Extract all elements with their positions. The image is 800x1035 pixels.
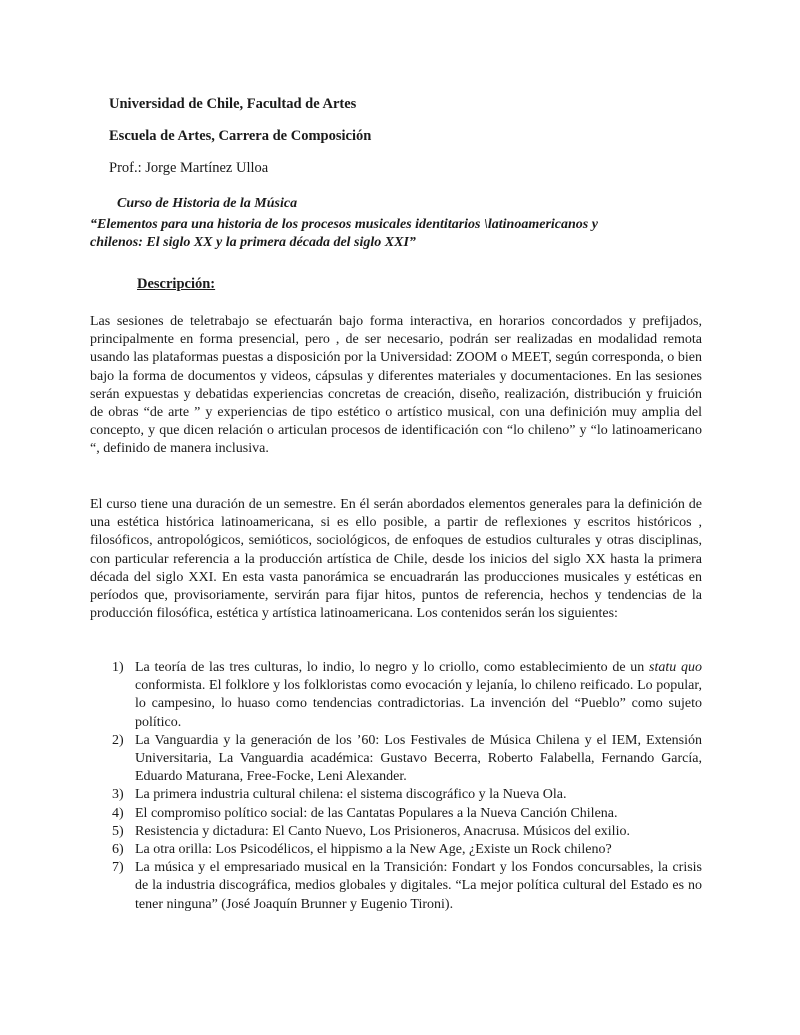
description-paragraph-2: El curso tiene una duración de un semestre. En él serán abordados elementos generales para la definición de una estética histórica latinoamericana, si es ello posible, a partir de reflexiones y escritos históricos , filosóficos, antropológicos, semióticos, sociológicos, de enfoques de estudios culturales y otras disciplinas, con particular referencia a la producción artística de Chile, desde los inicios del siglo XX hasta la primera década del siglo XXI. En esta vasta panorámica se encuadrarán las producciones musicales y estéticas en períodos que, provisoriamente, servirán para fijar hitos, puntos de referencia, hechos y tendencias de la producción filosófica, estética y artística latinoamericana. Los contenidos serán los siguientes: — [90, 497, 702, 622]
list-item-text: La teoría de las tres culturas, lo indio, lo negro y lo criollo, como establecimiento de un — [135, 660, 650, 675]
list-item-number: 6) — [112, 842, 124, 858]
list-item-text: El compromiso político social: de las Cantatas Populares a la Nueva Canción Chilena. — [135, 805, 618, 821]
list-item — [90, 859, 702, 914]
professor-line: Prof.: Jorge Martínez Ulloa — [109, 160, 269, 176]
list-item-number: 1) — [112, 660, 124, 675]
course-subtitle: “Elementos para una historia de los procesos musicales identitarios \latinoamericanos y chilenos: El siglo XX y la primera década del siglo XXI” — [90, 217, 598, 250]
list-item-number: 4) — [112, 805, 124, 821]
list-item-number: 3) — [112, 787, 124, 803]
description-paragraph-1: Las sesiones de teletrabajo se efectuarán bajo forma interactiva, en horarios concordados y prefijados, principalmente en forma presencial, pero , de ser necesario, podrán ser realizadas en modalidad remota usando las plataformas puestas a disposición por la Universidad: ZOOM o MEET, según corresponda, o bien bajo la forma de documentos y videos, cápsulas y diferentes materiales y documentaciones. En las sesiones serán expuestas y debatidas experiencias concretas de creación, diseño, realización, distribución y fruición de obras “de arte ” y experiencias de tipo estético o artístico musical, con una definición muy amplia del concepto, y que dicen relación o articulan procesos de identificación con “lo chileno” y “lo latinoamericano “, definido de manera inclusiva. — [90, 314, 702, 457]
list-item — [90, 823, 702, 841]
list-item — [90, 659, 702, 732]
list-item-text: La otra orilla: Los Psicodélicos, el hippismo a la New Age, ¿Existe un Rock chileno? — [135, 842, 612, 858]
list-item-text: conformista. El folklore y los folkloristas como evocación y lejanía, lo chileno reificado. Lo popular, lo campesino, lo huaso como tendencias contradictorias. La invención del “Pueblo” como sujeto político. — [135, 678, 702, 730]
course-title: Curso de Historia de la Música — [117, 196, 298, 211]
list-item-number: 2) — [112, 732, 124, 748]
list-item — [90, 732, 702, 787]
list-item-text: La Vanguardia y la generación de los ’60: Los Festivales de Música Chilena y el IEM, Extensión Universitaria, La Vanguardia académica: Gustavo Becerra, Roberto Falabella, Fernando García, Eduardo Maturana, Free-Focke, Leni Alexander. — [135, 732, 702, 785]
list-item — [90, 805, 702, 823]
description-heading: Descripción: — [137, 276, 216, 292]
list-item-text: La música y el empresariado musical en la Transición: Fondart y los Fondos concursables, la crisis de la industria discográfica, medios globales y digitales. “La mejor política cultural del Estado es no tener ninguna” (José Joaquín Brunner y Eugenio Tironi). — [135, 860, 702, 912]
list-item-text: Resistencia y dictadura: El Canto Nuevo, Los Prisioneros, Anacrusa. Músicos del exilio. — [135, 823, 630, 839]
list-item — [90, 841, 702, 859]
list-item-text: La primera industria cultural chilena: el sistema discográfico y la Nueva Ola. — [135, 787, 567, 803]
university-heading: Universidad de Chile, Facultad de Artes — [109, 96, 357, 112]
list-item — [90, 786, 702, 804]
list-item-italic-text: statu quo — [649, 660, 702, 675]
school-heading: Escuela de Artes, Carrera de Composición — [109, 128, 372, 144]
list-item-number: 7) — [112, 860, 124, 876]
contents-list — [90, 659, 702, 914]
list-item-number: 5) — [112, 823, 124, 839]
